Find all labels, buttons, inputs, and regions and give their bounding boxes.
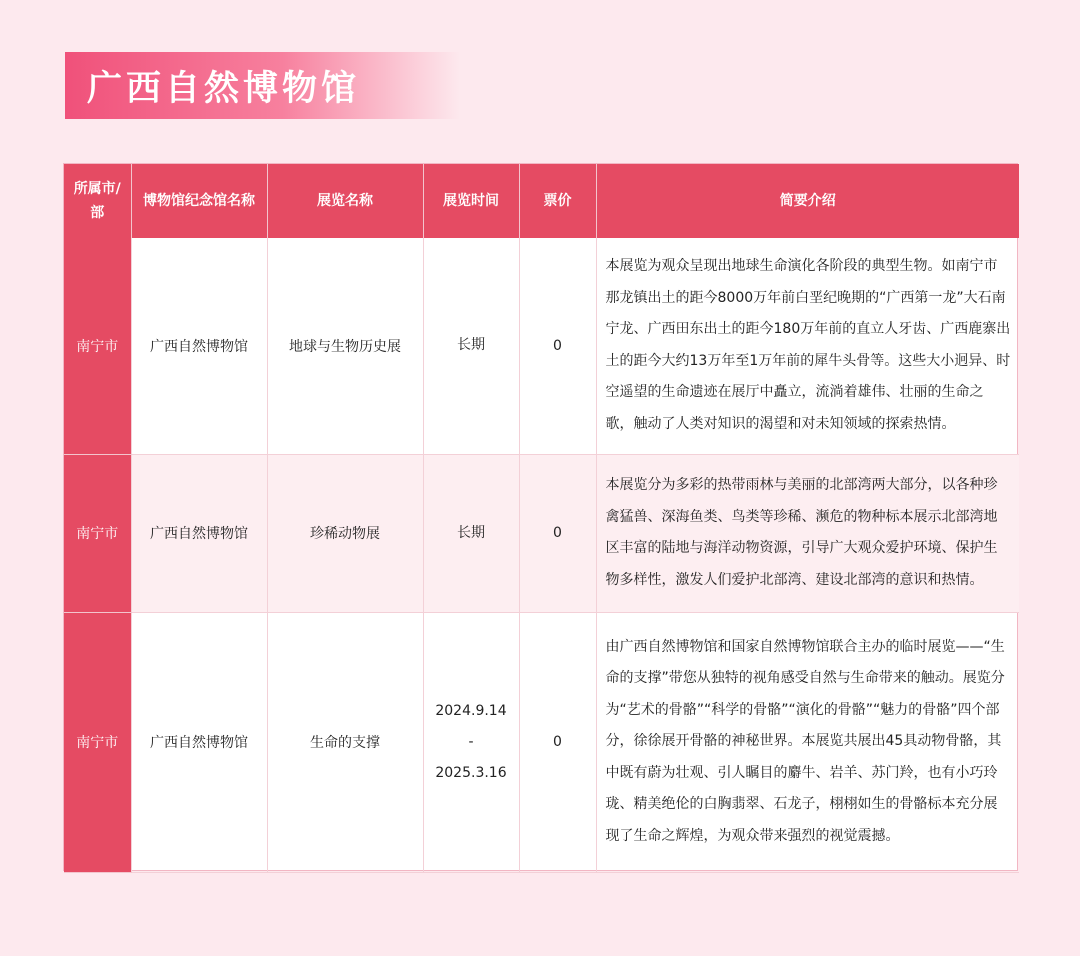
time-cell (423, 238, 519, 454)
header-time: 展览时间 (423, 164, 519, 238)
exhibition-cell: 地球与生物历史展 (267, 238, 423, 454)
city-cell: 南宁市 (64, 454, 131, 612)
table-row (64, 612, 1019, 872)
city-cell: 南宁市 (64, 238, 131, 454)
time-separator: - (468, 733, 474, 750)
time-text: 长期 (457, 337, 485, 354)
exhibition-cell: 珍稀动物展 (267, 454, 423, 612)
header-description: 简要介绍 (596, 164, 1019, 238)
page-title: 广西自然博物馆 (87, 68, 361, 109)
exhibition-table-container (63, 163, 1018, 871)
description-cell: 本展览分为多彩的热带雨林与美丽的北部湾两大部分，以各种珍禽猛兽、深海鱼类、鸟类等珍稀、濒危的物种标本展示北部湾地区丰富的陆地与海洋动物资源，引导广大观众爱护环境、保护生物多样性，激发人们爱护北部湾、建设北部湾的意识和热情。 (596, 454, 1019, 612)
museum-cell: 广西自然博物馆 (131, 454, 267, 612)
exhibition-table (64, 164, 1019, 873)
museum-cell: 广西自然博物馆 (131, 612, 267, 872)
time-cell (423, 454, 519, 612)
time-start: 2024.9.14 (435, 702, 507, 719)
time-text: 长期 (457, 524, 485, 541)
museum-cell: 广西自然博物馆 (131, 238, 267, 454)
table-row (64, 454, 1019, 612)
price-cell: 0 (519, 612, 596, 872)
time-end: 2025.3.16 (435, 764, 507, 781)
header-city: 所属市/部 (64, 164, 131, 238)
time-cell (423, 612, 519, 872)
header-price: 票价 (519, 164, 596, 238)
table-header-row (64, 164, 1019, 238)
description-cell: 由广西自然博物馆和国家自然博物馆联合主办的临时展览——“生命的支撑”带您从独特的视角感受自然与生命带来的触动。展览分为“艺术的骨骼”“科学的骨骼”“演化的骨骼”“魅力的骨骼”四个部分，徐徐展开骨骼的神秘世界。本展览共展出45具动物骨骼，其中既有蔚为壮观、引人瞩目的麝牛、岩羊、苏门羚，也有小巧玲珑、精美绝伦的白胸翡翠、石龙子，栩栩如生的骨骼标本充分展现了生命之辉煌，为观众带来强烈的视觉震撼。 (596, 612, 1019, 872)
price-cell: 0 (519, 454, 596, 612)
price-cell: 0 (519, 238, 596, 454)
description-cell: 本展览为观众呈现出地球生命演化各阶段的典型生物。如南宁市那龙镇出土的距今8000万年前白垩纪晚期的“广西第一龙”大石南宁龙、广西田东出土的距今180万年前的直立人牙齿、广西鹿寨出土的距今大约13万年至1万年前的犀牛头骨等。这些大小迥异、时空遥望的生命遗迹在展厅中矗立，流淌着雄伟、壮丽的生命之歌，触动了人类对知识的渴望和对未知领域的探索热情。 (596, 238, 1019, 454)
header-museum: 博物馆纪念馆名称 (131, 164, 267, 238)
header-exhibition: 展览名称 (267, 164, 423, 238)
title-banner (65, 52, 460, 119)
city-cell: 南宁市 (64, 612, 131, 872)
exhibition-cell: 生命的支撑 (267, 612, 423, 872)
table-row (64, 238, 1019, 454)
